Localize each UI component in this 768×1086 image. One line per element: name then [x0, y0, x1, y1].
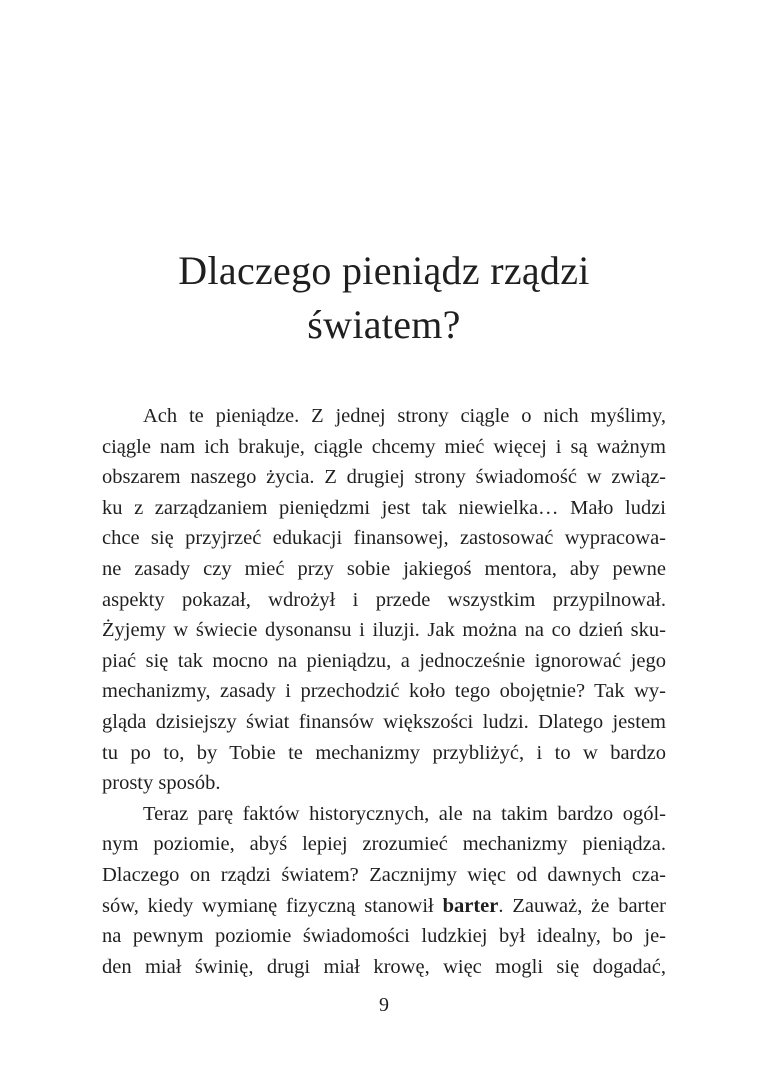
- text-line: chce się przyjrzeć edukacji finansowej, zastosować wypracowa-: [102, 527, 666, 550]
- text-line: [102, 891, 666, 922]
- text-line: ku z zarządzaniem pieniędzmi jest tak niewielka… Mało ludzi: [102, 496, 666, 519]
- text-line: piać się tak mocno na pieniądzu, a jednocześnie ignorować jego: [102, 649, 666, 672]
- text-line: na pewnym poziomie świadomości ludzkiej był idealny, bo je-: [102, 925, 666, 948]
- paragraph-1: [102, 401, 666, 799]
- text-line: Dlaczego on rządzi światem? Zacznijmy więc od dawnych cza-: [102, 863, 666, 886]
- chapter-title-line-1: Dlaczego pieniądz rządzi: [178, 248, 590, 293]
- chapter-title: [100, 244, 668, 352]
- text-line: Żyjemy w świecie dysonansu i iluzji. Jak można na co dzień sku-: [102, 619, 666, 642]
- text-line: aspekty pokazał, wdrożył i przede wszystkim przypilnował.: [102, 588, 666, 611]
- paragraph-2: [102, 799, 666, 983]
- text-line: prosty sposób.: [102, 772, 221, 795]
- text-line: tu po to, by Tobie te mechanizmy przybliżyć, i to w bardzo: [102, 741, 666, 764]
- text-line: Ach te pieniądze. Z jednej strony ciągle o nich myślimy,: [143, 405, 666, 427]
- text-line: nym poziomie, abyś lepiej zrozumieć mechanizmy pieniądza.: [102, 833, 666, 856]
- page-number: 9: [379, 994, 389, 1016]
- text-segment: sów, kiedy wymianę fizyczną stanowił: [102, 894, 443, 917]
- text-line: mechanizmy, zasady i przechodzić koło tego obojętnie? Tak wy-: [102, 680, 666, 703]
- text-line: gląda dzisiejszy świat finansów większości ludzi. Dlatego jestem: [102, 710, 666, 733]
- text-line: Teraz parę faktów historycznych, ale na takim bardzo ogól-: [143, 802, 666, 825]
- text-line: den miał świnię, drugi miał krowę, więc mogli się dogadać,: [102, 955, 666, 978]
- text-segment: . Zauważ, że barter: [498, 894, 667, 917]
- chapter-title-line-2: światem?: [307, 302, 461, 347]
- text-line: ne zasady czy mieć przy sobie jakiegoś mentora, aby pewne: [102, 557, 666, 580]
- text-line: obszarem naszego życia. Z drugiej strony świadomość w związ-: [102, 466, 666, 489]
- text-line: ciągle nam ich brakuje, ciągle chcemy mieć więcej i są ważnym: [102, 435, 666, 458]
- body-text: [102, 401, 666, 982]
- bold-term-barter: barter: [442, 894, 499, 917]
